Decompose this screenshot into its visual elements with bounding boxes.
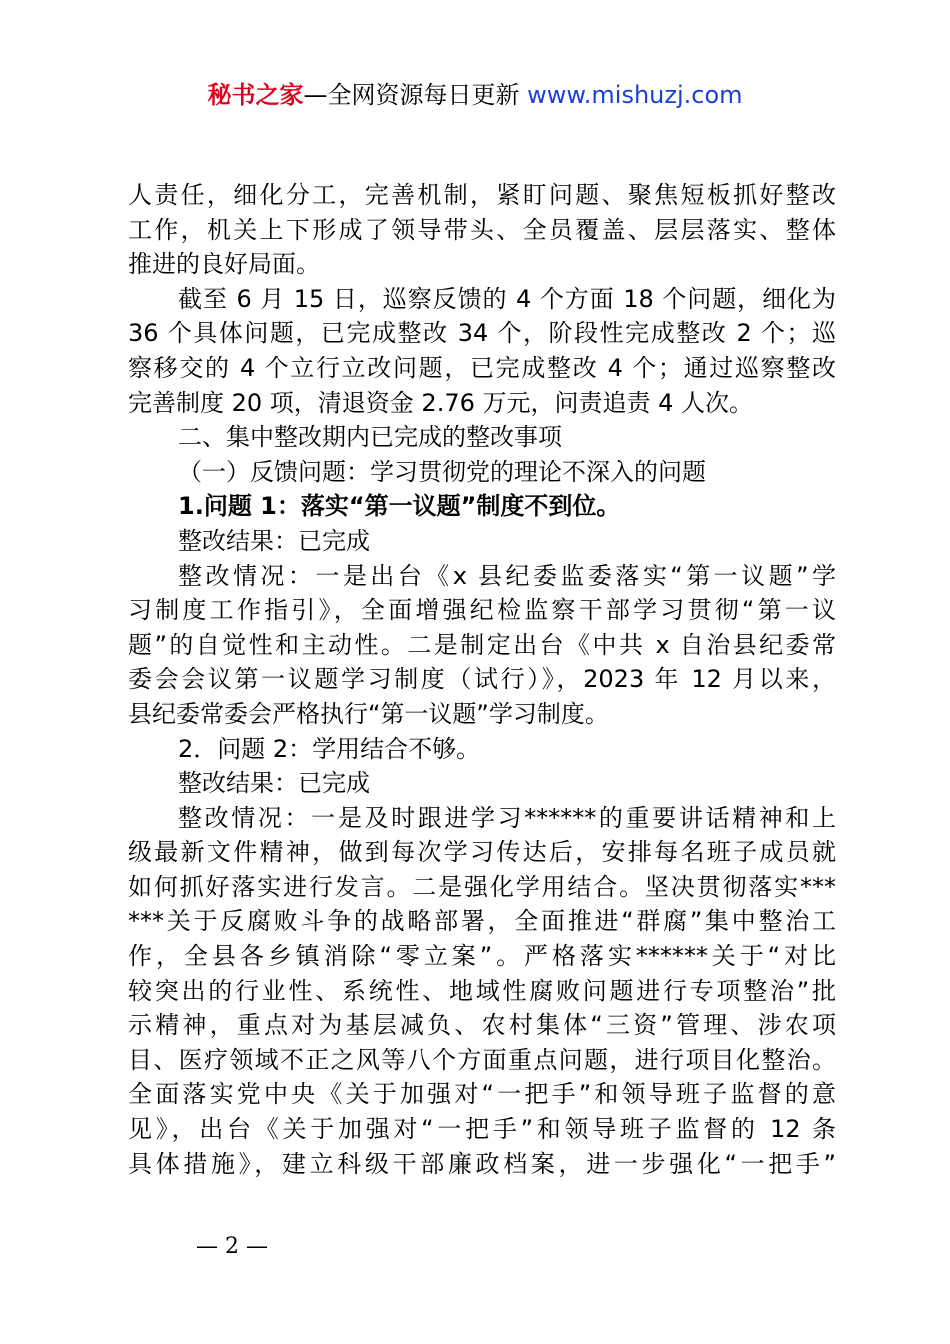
problem-1-title: 1.问题 1：落实“第一议题”制度不到位。	[178, 492, 621, 521]
body-line: 作，全县各乡镇消除“零立案”。严格落实******关于“对比	[128, 942, 836, 971]
body-line: 题”的自觉性和主动性。二是制定出台《中共 x 自治县纪委常	[128, 630, 836, 659]
body-line: 36 个具体问题，已完成整改 34 个，阶段性完成整改 2 个；巡	[128, 319, 836, 348]
body-line: 完善制度 20 项，清退资金 2.76 万元，问责追责 4 人次。	[128, 388, 754, 417]
body-line: 察移交的 4 个立行立改问题，已完成整改 4 个；通过巡察整改	[128, 353, 836, 382]
body-line: 人责任，细化分工，完善机制，紧盯问题、聚焦短板抓好整改	[128, 181, 836, 209]
problem-2-result: 整改结果：已完成	[178, 769, 370, 798]
body-line: 截至 6 月 15 日，巡察反馈的 4 个方面 18 个问题，细化为	[178, 284, 836, 313]
body-line: 目、医疗领域不正之风等八个方面重点问题，进行项目化整治。	[128, 1045, 836, 1074]
section-heading: 二、集中整改期内已完成的整改事项	[178, 423, 562, 452]
subsection-heading: （一）反馈问题：学习贯彻党的理论不深入的问题	[178, 457, 706, 486]
banner-brand: 秘书之家	[207, 81, 304, 109]
page-number: — 2 —	[196, 1234, 268, 1259]
body-line: 委会会议第一议题学习制度（试行）》，2023 年 12 月以来，	[128, 665, 836, 694]
body-line: 推进的良好局面。	[128, 250, 320, 279]
body-line: 见》，出台《关于加强对“一把手”和领导班子监督的 12 条	[128, 1115, 836, 1144]
body-line: 工作，机关上下形成了领导带头、全员覆盖、层层落实、整体	[128, 215, 836, 244]
site-banner	[0, 78, 950, 112]
body-line: 全面落实党中央《关于加强对“一把手”和领导班子监督的意	[128, 1080, 836, 1109]
document-body	[128, 178, 836, 1181]
body-line: 整改情况：一是及时跟进学习******的重要讲话精神和上	[178, 803, 836, 832]
body-line: 较突出的行业性、系统性、地域性腐败问题进行专项整治”批	[128, 976, 836, 1005]
body-line: 具体措施》，建立科级干部廉政档案，进一步强化“一把手”	[128, 1149, 836, 1178]
body-line: 如何抓好落实进行发言。二是强化学用结合。坚决贯彻落实***	[128, 872, 836, 901]
body-line: 整改情况：一是出台《x 县纪委监委落实“第一议题”学	[178, 561, 836, 590]
problem-2-title: 2．问题 2：学用结合不够。	[178, 734, 481, 763]
body-line: 习制度工作指引》，全面增强纪检监察干部学习贯彻“第一议	[128, 596, 836, 625]
banner-url[interactable]: www.mishuzj.com	[527, 81, 743, 109]
body-line: 级最新文件精神，做到每次学习传达后，安排每名班子成员就	[128, 838, 836, 867]
body-line: 示精神，重点对为基层减负、农村集体“三资”管理、涉农项	[128, 1011, 836, 1040]
banner-tagline: —全网资源每日更新	[303, 81, 528, 109]
problem-1-result: 整改结果：已完成	[178, 526, 370, 555]
body-line: ***关于反腐败斗争的战略部署，全面推进“群腐”集中整治工	[128, 907, 836, 936]
body-line: 县纪委常委会严格执行“第一议题”学习制度。	[128, 699, 609, 728]
